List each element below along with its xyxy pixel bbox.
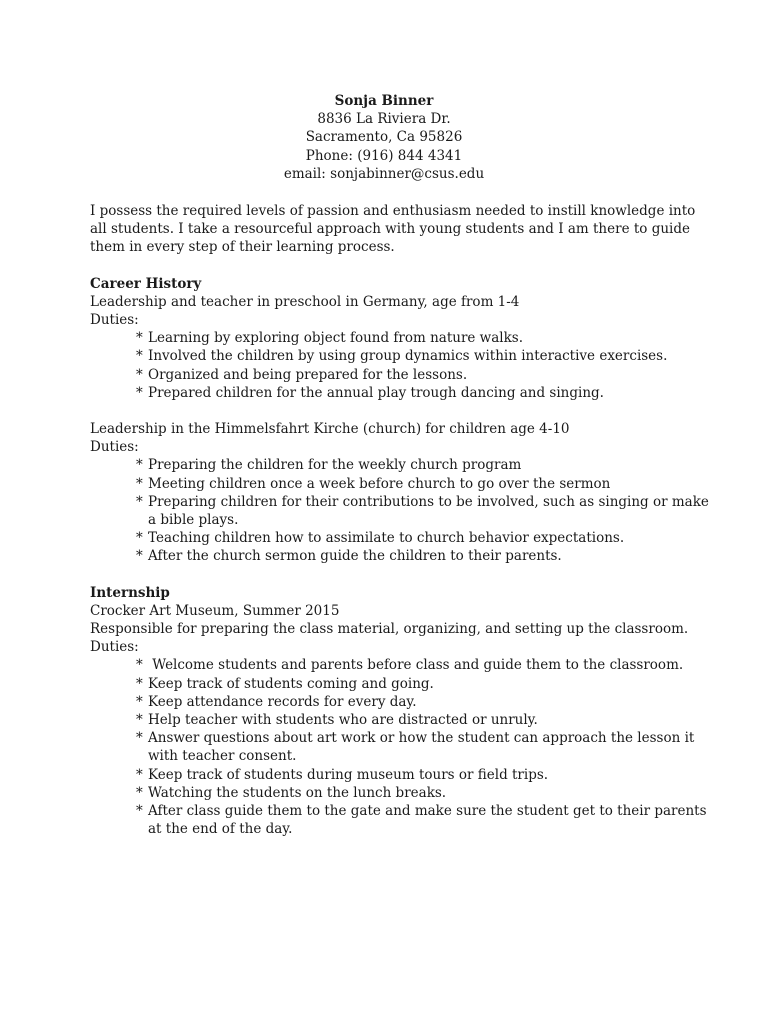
duty-item: * Help teacher with students who are distracted or unruly. (136, 712, 538, 729)
duties-label: Duties: (90, 639, 139, 656)
duty-item: * Learning by exploring object found from nature walks. (136, 330, 524, 347)
internship-place: Crocker Art Museum, Summer 2015 (90, 602, 340, 619)
duty-item: * After class guide them to the gate and make sure the student get to their parents at the end of the day. (136, 803, 707, 838)
job-position: Leadership in the Himmelsfahrt Kirche (church) for children age 4-10 (90, 421, 570, 438)
duties-label: Duties: (90, 312, 139, 329)
duty-item: * Keep track of students coming and going. (136, 675, 434, 692)
duty-item: * Meeting children once a week before church to go over the sermon (136, 475, 611, 492)
job-entry-preschool (90, 293, 710, 402)
duty-item: * Organized and being prepared for the lessons. (136, 366, 468, 383)
duty-item: * After the church sermon guide the children to their parents. (136, 548, 562, 565)
email-line: email: sonjabinner@csus.edu (283, 165, 485, 182)
city-line: Sacramento, Ca 95826 (305, 129, 463, 146)
duty-item: * Teaching children how to assimilate to church behavior expectations. (136, 530, 625, 547)
internship-heading: Internship (90, 584, 170, 601)
address-line: 8836 La Riviera Dr. (317, 111, 451, 128)
duty-item: * Keep attendance records for every day. (136, 693, 417, 710)
internship-description: Responsible for preparing the class material, organizing, and setting up the classroom. (90, 621, 689, 638)
contact-header (0, 92, 768, 183)
duties-label: Duties: (90, 439, 139, 456)
career-history-heading: Career History (90, 275, 202, 292)
resume-body (90, 202, 710, 839)
phone-line: Phone: (916) 844 4341 (305, 147, 463, 164)
duty-item: * Keep track of students during museum tours or field trips. (136, 766, 549, 783)
duty-item: * Welcome students and parents before class and guide them to the classroom. (136, 657, 684, 674)
summary-paragraph: I possess the required levels of passion and enthusiasm needed to instill knowledge into all students. I take a resourceful approach with young students and I am there to guide them in every step of their learning process. (90, 203, 696, 256)
job-entry-church (90, 420, 710, 566)
duty-item: * Involved the children by using group dynamics within interactive exercises. (136, 348, 668, 365)
duty-item: * Preparing the children for the weekly church program (136, 457, 522, 474)
job-position: Leadership and teacher in preschool in Germany, age from 1-4 (90, 293, 520, 310)
duty-item: * Preparing children for their contributions to be involved, such as singing or make a bible plays. (136, 493, 709, 529)
applicant-name: Sonja Binner (334, 93, 434, 109)
internship-entry (90, 602, 710, 839)
duty-item: * Answer questions about art work or how the student can approach the lesson it with teacher consent. (136, 730, 695, 765)
duty-item: * Prepared children for the annual play trough dancing and singing. (136, 384, 604, 401)
duty-item: * Watching the students on the lunch breaks. (136, 784, 447, 801)
